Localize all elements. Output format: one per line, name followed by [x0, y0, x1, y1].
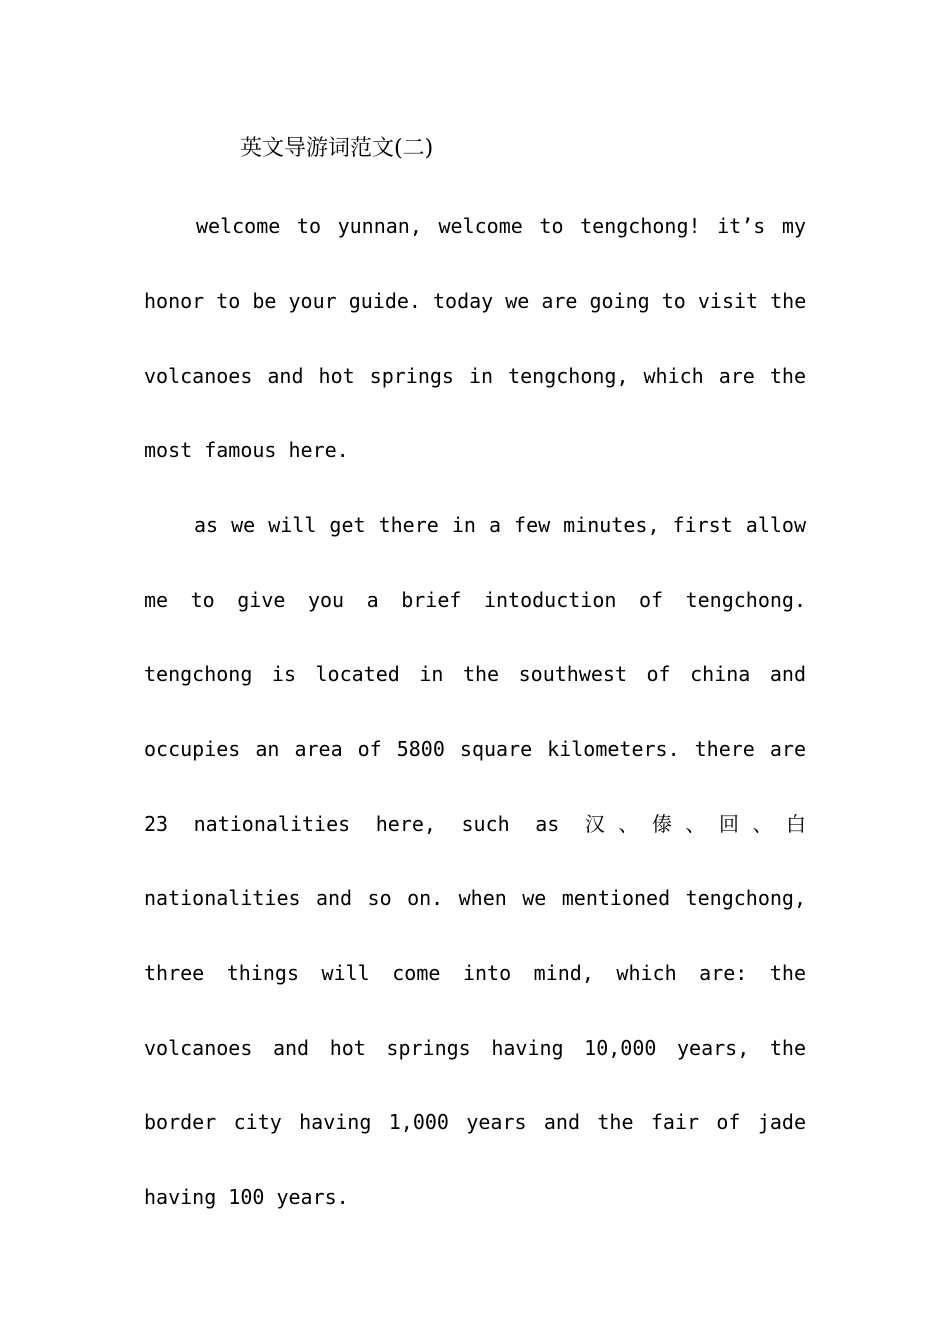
paragraph-1-line-2: honor to be your guide. today we are going to visit the	[144, 289, 807, 313]
paragraph-2-line-2: me to give you a brief intoduction of tengchong.	[144, 588, 806, 612]
paragraph-1-line-4: most famous here.	[144, 438, 349, 462]
paragraph-2-line-4: occupies an area of 5800 square kilometers. there are	[144, 737, 806, 761]
paragraph-2-line-9: border city having 1,000 years and the fair of jade	[144, 1110, 806, 1134]
paragraph-2-line-3: tengchong is located in the southwest of china and	[144, 662, 806, 686]
paragraph-1-line-3: volcanoes and hot springs in tengchong, which are the	[144, 364, 806, 388]
paragraph-2-line-5: 23 nationalities here, such as 汉、傣、回、白	[144, 812, 806, 836]
paragraph-2-line-10: having 100 years.	[144, 1185, 349, 1209]
paragraph-2-line-7: three things will come into mind, which are: the	[144, 961, 806, 985]
paragraph-2-line-1: as we will get there in a few minutes, first allow	[194, 513, 806, 537]
paragraph-2-line-6: nationalities and so on. when we mentioned tengchong,	[144, 886, 806, 910]
document-title: 英文导游词范文(二)	[240, 136, 434, 161]
paragraph-2-line-8: volcanoes and hot springs having 10,000 years, the	[144, 1036, 806, 1060]
paragraph-1-line-1: welcome to yunnan, welcome to tengchong! it’s my	[196, 214, 806, 238]
